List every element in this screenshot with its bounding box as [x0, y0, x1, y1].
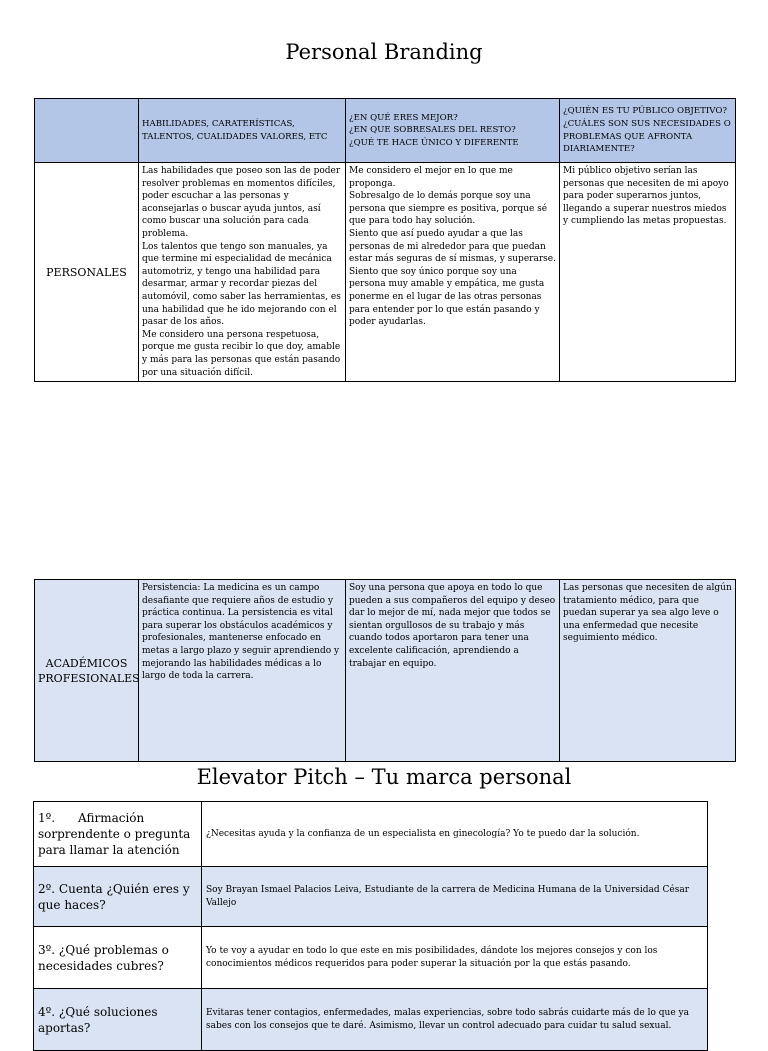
row-label-academicos: ACADÉMICOS PROFESIONALES	[35, 580, 139, 762]
academicos-table	[34, 579, 736, 762]
pitch-question-cell	[34, 989, 202, 1051]
pitch-question-cell	[34, 802, 202, 867]
cell-paragraph: Me considero el mejor en lo que me proponga.	[349, 166, 513, 189]
elevator-pitch-table	[33, 801, 708, 1051]
personales-row	[35, 163, 736, 382]
pitch-number: 3º.	[38, 942, 56, 957]
header-empty-cell	[35, 99, 139, 163]
pitch-row	[34, 927, 708, 989]
pitch-question: ¿Qué problemas o necesidades cubres?	[38, 942, 169, 973]
cell-paragraph: Sobresalgo de lo demás porque soy una persona que siempre es positiva, porque sé que para todo hay solución.	[349, 191, 548, 227]
academicos-publico-cell: Las personas que necesiten de algún tratamiento médico, para que puedan superar ya sea algo leve o una enfermedad que necesite seguimiento médico.	[560, 580, 736, 762]
header-en-que-eres-mejor	[346, 99, 560, 163]
page-title: Personal Branding	[285, 40, 483, 64]
cell-paragraph: Los talentos que tengo son manuales, ya que termine mi especialidad de mecánica automotriz, y tengo una habilidad para desarmar, armar y recordar piezas del automóvil, como saber las herramientas, es una habilidad que he ido mejorando con el pasar de los años.	[142, 241, 341, 328]
pitch-number: 4º.	[38, 1004, 56, 1019]
personales-publico-cell	[560, 163, 736, 382]
pitch-number: 1º.	[38, 811, 56, 825]
pitch-answer: Yo te voy a ayudar en todo lo que este en mis posibilidades, dándote los mejores consejos y con los conocimientos médicos requeridos para poder superar la situación por la que estás pasando.	[202, 927, 708, 989]
pitch-question: ¿Qué soluciones aportas?	[38, 1004, 158, 1035]
header-line: ¿EN QUÉ ERES MEJOR?	[349, 112, 458, 123]
academicos-habilidades-cell: Persistencia: La medicina es un campo desafiante que requiere años de estudio y práctica continua. La persistencia es vital para superar los obstáculos académicos y profesionales, mantenerse enfocado en metas a largo plazo y seguir aprendiendo y mejorando las habilidades médicas a lo largo de toda la carrera.	[139, 580, 346, 762]
pitch-question: Cuenta ¿Quién eres y que haces?	[38, 881, 190, 912]
cell-paragraph: Las habilidades que poseo son las de poder resolver problemas en momentos difíciles, poder escuchar a las personas y aconsejarlas o buscar ayuda juntos, así como buscar una solución para cada problema.	[142, 166, 341, 239]
pitch-row	[34, 989, 708, 1051]
header-line: ¿QUIÉN ES TU PÚBLICO OBJETIVO?	[563, 106, 727, 117]
header-row	[35, 99, 736, 163]
row-label-personales: PERSONALES	[35, 163, 139, 382]
academicos-row	[35, 580, 736, 762]
academicos-mejor-cell: Soy una persona que apoya en todo lo que pueden a sus compañeros del equipo y deseo dar lo mejor de mí, nada mejor que todos se sientan orgullosos de su trabajo y más cuando todos aportaron para tener una excelente calificación, aprendiendo a trabajar en equipo.	[346, 580, 560, 762]
header-publico-objetivo	[560, 99, 736, 163]
pitch-row	[34, 802, 708, 867]
pitch-question-cell	[34, 927, 202, 989]
pitch-row	[34, 867, 708, 927]
elevator-pitch-title: Elevator Pitch – Tu marca personal	[196, 765, 572, 789]
personales-habilidades-cell	[139, 163, 346, 382]
header-line: ¿CUÁLES SON SUS NECESIDADES O PROBLEMAS QUE AFRONTA DIARIAMENTE?	[563, 118, 731, 155]
header-line: ¿EN QUE SOBRESALES DEL RESTO?	[349, 125, 516, 136]
cell-paragraph: Me considero una persona respetuosa, porque me gusta recibir lo que doy, amable y más para las personas que están pasando por una situación difícil.	[142, 329, 341, 378]
cell-paragraph: Mi público objetivo serían las personas que necesiten de mi apoyo para poder superarnos juntos, llegando a superar nuestros miedos y cumpliendo las metas propuestas.	[563, 166, 729, 227]
pitch-answer: Soy Brayan Ismael Palacios Leiva, Estudiante de la carrera de Medicina Humana de la Universidad César Vallejo	[202, 867, 708, 927]
pitch-question: Afirmación sorprendente o pregunta para llamar la atención	[38, 811, 191, 857]
personales-mejor-cell	[346, 163, 560, 382]
cell-paragraph: Siento que soy único porque soy una persona muy amable y empática, me gusta ponerme en el lugar de las otras personas para entender por lo que están pasando y poder ayudarlas.	[349, 266, 545, 328]
pitch-answer: ¿Necesitas ayuda y la confianza de un especialista en ginecología? Yo te puedo dar la solución.	[202, 802, 708, 867]
cell-paragraph: Siento que así puedo ayudar a que las personas de mi alrededor para que puedan estar más seguras de sí mismas, y superarse.	[349, 228, 556, 265]
header-line: ¿QUÉ TE HACE ÚNICO Y DIFERENTE	[349, 137, 519, 148]
header-habilidades: HABILIDADES, CARATERÍSTICAS, TALENTOS, CUALIDADES VALORES, ETC	[139, 99, 346, 163]
pitch-number: 2º.	[38, 881, 56, 896]
pitch-question-cell	[34, 867, 202, 927]
branding-table	[34, 98, 736, 382]
pitch-answer: Evitaras tener contagios, enfermedades, malas experiencias, sobre todo sabrás cuidarte más de lo que ya sabes con los consejos que te daré. Asimismo, llevar un control adecuado para cuidar tu salud sexual.	[202, 989, 708, 1051]
